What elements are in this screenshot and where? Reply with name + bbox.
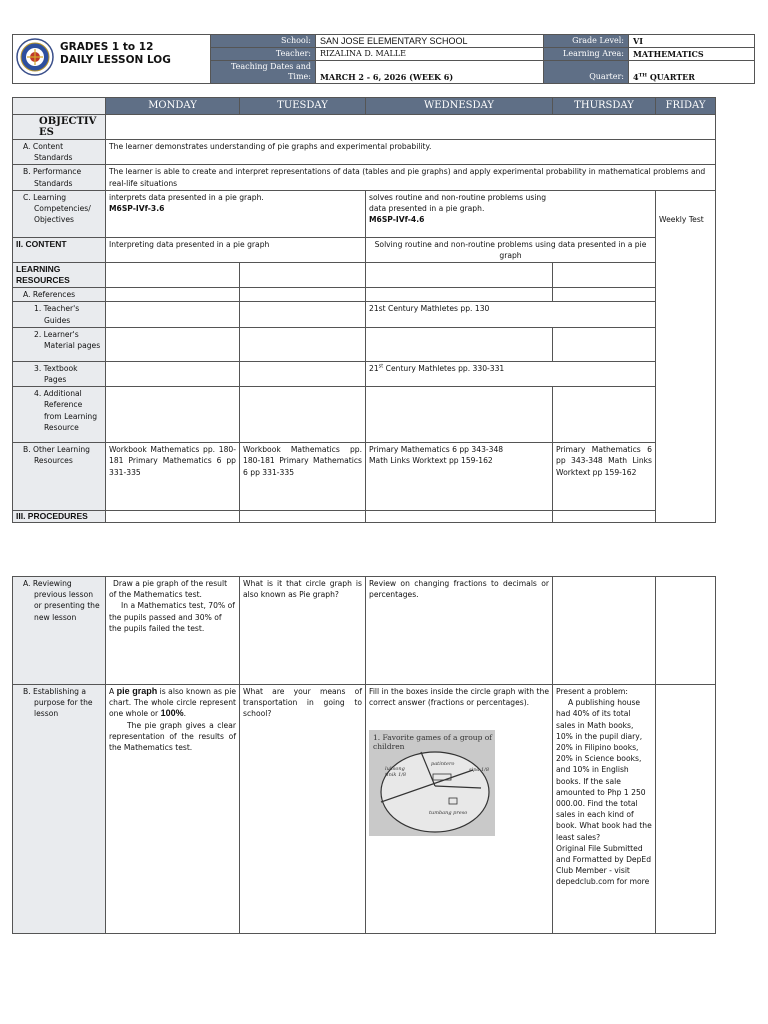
title-line-2: DAILY LESSON LOG — [60, 54, 171, 66]
purpose-wednesday — [366, 685, 553, 934]
pie-graph-figure — [369, 730, 495, 836]
label-luksong-text: luksong tinik — [385, 766, 405, 779]
other-wed-line1: Primary Mathematics 6 pp 343-348 — [369, 445, 504, 455]
purpose-label-cell — [13, 685, 106, 934]
ref-wed — [366, 288, 553, 302]
procedures-heading: III. PROCEDURES — [13, 511, 106, 523]
quarter-number: 4 — [633, 72, 639, 82]
performance-standards-label: B. Performance Standards — [23, 167, 82, 188]
label-luksong-fraction: 1/8 — [398, 772, 407, 779]
other-wed-line2: Math Links Worktext pp 159-162 — [369, 456, 493, 466]
header-table — [12, 34, 755, 84]
school-label: School: — [211, 35, 316, 48]
content-standards-label-cell — [13, 140, 106, 165]
additional-reference-label-cell — [13, 387, 106, 443]
lm-thu — [553, 327, 656, 361]
teachers-guides-label-cell — [13, 302, 106, 327]
dates-label: Teaching Dates and Time: — [211, 61, 316, 84]
competencies-label-cell — [13, 190, 106, 237]
ref-tue — [240, 288, 366, 302]
other-resources-monday: Workbook Mathematics pp. 180-181 Primary Mathematics 6 pp 331-335 — [106, 443, 240, 511]
figure-title — [373, 733, 495, 751]
content-standards-label: A. Content Standards — [23, 142, 73, 163]
purpose-thu-problem: A publishing house had 40% of its total sales in Math books, 10% in the pupil diary, 20% in Filipino books, 20% in Science books, and 10% in English books. If the sale amounted to Php 1 250 000.00. Find the total sales in each kind of book. What book had the least sales? — [556, 698, 652, 842]
tg-wednesday: 21st Century Mathletes pp. 130 — [366, 302, 656, 327]
tb-tue — [240, 361, 366, 386]
purpose-wed-text: Fill in the boxes inside the circle graph with the correct answer (fractions or percentages). — [369, 687, 549, 708]
figure-title-text: Favorite games of a group of children — [373, 733, 493, 752]
purpose-thursday — [553, 685, 656, 934]
purpose-friday — [656, 685, 716, 934]
add-thu — [553, 387, 656, 443]
resources-wed — [366, 263, 553, 288]
performance-standards-text: The learner is able to create and interpret representations of data (tables and pie graphs) and apply experimental probability in mathematical problems and real-life situations — [106, 165, 716, 190]
purpose-mon-c: is also known as pie chart. The whole circle represent one whole or — [109, 687, 236, 719]
tb-wed-num: 21 — [369, 363, 379, 373]
tb-wed-rest: Century Mathletes pp. 330-331 — [383, 363, 505, 373]
performance-standards-label-cell — [13, 165, 106, 190]
grade-value: VI — [629, 35, 755, 48]
other-resources-label: B. Other Learning Resources — [23, 445, 90, 466]
lesson-table-procedures — [12, 576, 716, 934]
competency-wednesday-code: M6SP-IVf-4.6 — [369, 215, 425, 225]
friday-column — [656, 190, 716, 522]
area-label: Learning Area: — [544, 48, 629, 61]
objectives-heading: OBJECTIVES — [13, 115, 106, 140]
content-wednesday: Solving routine and non-routine problems using data presented in a pie graph — [366, 237, 656, 262]
additional-reference-label: 4. Additional Reference from Learning Resource — [34, 389, 98, 432]
tb-wednesday — [366, 361, 656, 386]
quarter-label: Quarter: — [544, 61, 629, 84]
competencies-label: C. Learning Competencies/ Objectives — [23, 192, 91, 225]
day-monday: MONDAY — [106, 98, 240, 115]
resources-tue — [240, 263, 366, 288]
lm-mon — [106, 327, 240, 361]
learners-material-label-cell — [13, 327, 106, 361]
ref-thu — [553, 288, 656, 302]
resources-thu — [553, 263, 656, 288]
proc-wed — [366, 511, 553, 523]
quarter-suffix: TH — [638, 72, 648, 79]
reviewing-tuesday: What is it that circle graph is also known as Pie graph? — [240, 577, 366, 685]
other-resources-tuesday: Workbook Mathematics pp. 180-181 Primary Mathematics 6 pp 331-335 — [240, 443, 366, 511]
purpose-mon-a: A — [109, 687, 117, 696]
tg-mon — [106, 302, 240, 327]
day-wednesday: WEDNESDAY — [366, 98, 553, 115]
proc-mon — [106, 511, 240, 523]
references-label-cell — [13, 288, 106, 302]
competency-wednesday — [366, 190, 656, 237]
tg-tue — [240, 302, 366, 327]
proc-tue — [240, 511, 366, 523]
label-tumbang: tumbang preso — [429, 810, 468, 817]
tb-mon — [106, 361, 240, 386]
purpose-monday — [106, 685, 240, 934]
reviewing-label-cell — [13, 577, 106, 685]
label-sipa — [469, 768, 489, 773]
reviewing-label: A. Reviewing previous lesson or presenting the new lesson — [23, 579, 100, 622]
teacher-value: RIZALINA D. MALLE — [316, 48, 544, 61]
header-title-cell — [13, 35, 211, 84]
textbook-label-cell — [13, 361, 106, 386]
resources-mon — [106, 263, 240, 288]
day-tuesday: TUESDAY — [240, 98, 366, 115]
competency-monday-code: M6SP-IVf-3.6 — [109, 204, 165, 214]
textbook-label: 3. Textbook Pages — [34, 363, 78, 385]
content-heading: II. CONTENT — [13, 237, 106, 262]
other-resources-label-cell — [13, 443, 106, 511]
lesson-table-top — [12, 97, 716, 523]
add-mon — [106, 387, 240, 443]
day-friday: FRIDAY — [656, 98, 716, 115]
purpose-label: B. Establishing a purpose for the lesson — [23, 687, 93, 719]
reviewing-monday — [106, 577, 240, 685]
school-value: SAN JOSE ELEMENTARY SCHOOL — [316, 35, 544, 48]
lm-wed — [366, 327, 553, 361]
teacher-label: Teacher: — [211, 48, 316, 61]
purpose-thu-line1: Present a problem: — [556, 687, 628, 696]
corner-cell — [13, 98, 106, 115]
content-monday: Interpreting data presented in a pie graph — [106, 237, 366, 262]
reviewing-mon-line1: Draw a pie graph of the result of the Mathematics test. — [109, 579, 228, 600]
reviewing-thursday — [553, 577, 656, 685]
purpose-mon-line2: The pie graph gives a clear representation of the results of the Mathematics test. — [109, 720, 236, 753]
quarter-value — [629, 61, 755, 84]
purpose-thu-credit: Original File Submitted and Formatted by DepEd Club Member - visit depedclub.com for more — [556, 843, 652, 887]
content-standards-text: The learner demonstrates understanding of pie graphs and experimental probability. — [106, 140, 716, 165]
quarter-word: QUARTER — [647, 72, 695, 82]
references-label: A. References — [23, 290, 76, 300]
purpose-mon-e: . — [183, 709, 187, 719]
label-luksong — [385, 766, 411, 778]
area-value: MATHEMATICS — [629, 48, 755, 61]
ref-mon — [106, 288, 240, 302]
proc-thu — [553, 511, 656, 523]
teachers-guides-label: 1. Teacher's Guides — [34, 304, 80, 325]
title-line-1: GRADES 1 to 12 — [60, 41, 154, 53]
add-wed — [366, 387, 553, 443]
deped-seal-icon — [16, 38, 54, 76]
grade-label: Grade Level: — [544, 35, 629, 48]
add-tue — [240, 387, 366, 443]
other-resources-thursday: Primary Mathematics 6 pp 343-348 Math Links Worktext pp 159-162 — [553, 443, 656, 511]
purpose-mon-pie-graph: pie graph — [116, 686, 158, 696]
competency-monday-text: interprets data presented in a pie graph. — [109, 192, 264, 202]
reviewing-mon-line2: In a Mathematics test, 70% of the pupils passed and 30% of the pupils failed the test. — [109, 601, 235, 633]
reviewing-wednesday: Review on changing fractions to decimals or percentages. — [366, 577, 553, 685]
label-sipa-fraction: 1/8 — [480, 767, 489, 774]
purpose-tuesday: What are your means of transportation in going to school? — [240, 685, 366, 934]
weekly-test-text: Weekly Test — [659, 214, 704, 224]
label-sipa-text: sipa — [469, 767, 480, 774]
competency-monday — [106, 190, 366, 237]
reviewing-friday — [656, 577, 716, 685]
competency-wednesday-text: solves routine and non-routine problems using data presented in a pie graph. — [369, 192, 547, 214]
figure-number: 1. — [373, 733, 381, 743]
dates-value: MARCH 2 - 6, 2026 (WEEK 6) — [316, 61, 544, 84]
lm-tue — [240, 327, 366, 361]
tb-wed-sup: st — [378, 363, 384, 370]
other-resources-wednesday — [366, 443, 553, 511]
label-patintero: patintero — [431, 761, 455, 768]
learners-material-label: 2. Learner's Material pages — [34, 329, 101, 351]
objectives-blank — [106, 115, 716, 140]
resources-heading: LEARNING RESOURCES — [13, 263, 106, 288]
day-thursday: THURSDAY — [553, 98, 656, 115]
purpose-mon-100: 100% — [160, 708, 184, 719]
